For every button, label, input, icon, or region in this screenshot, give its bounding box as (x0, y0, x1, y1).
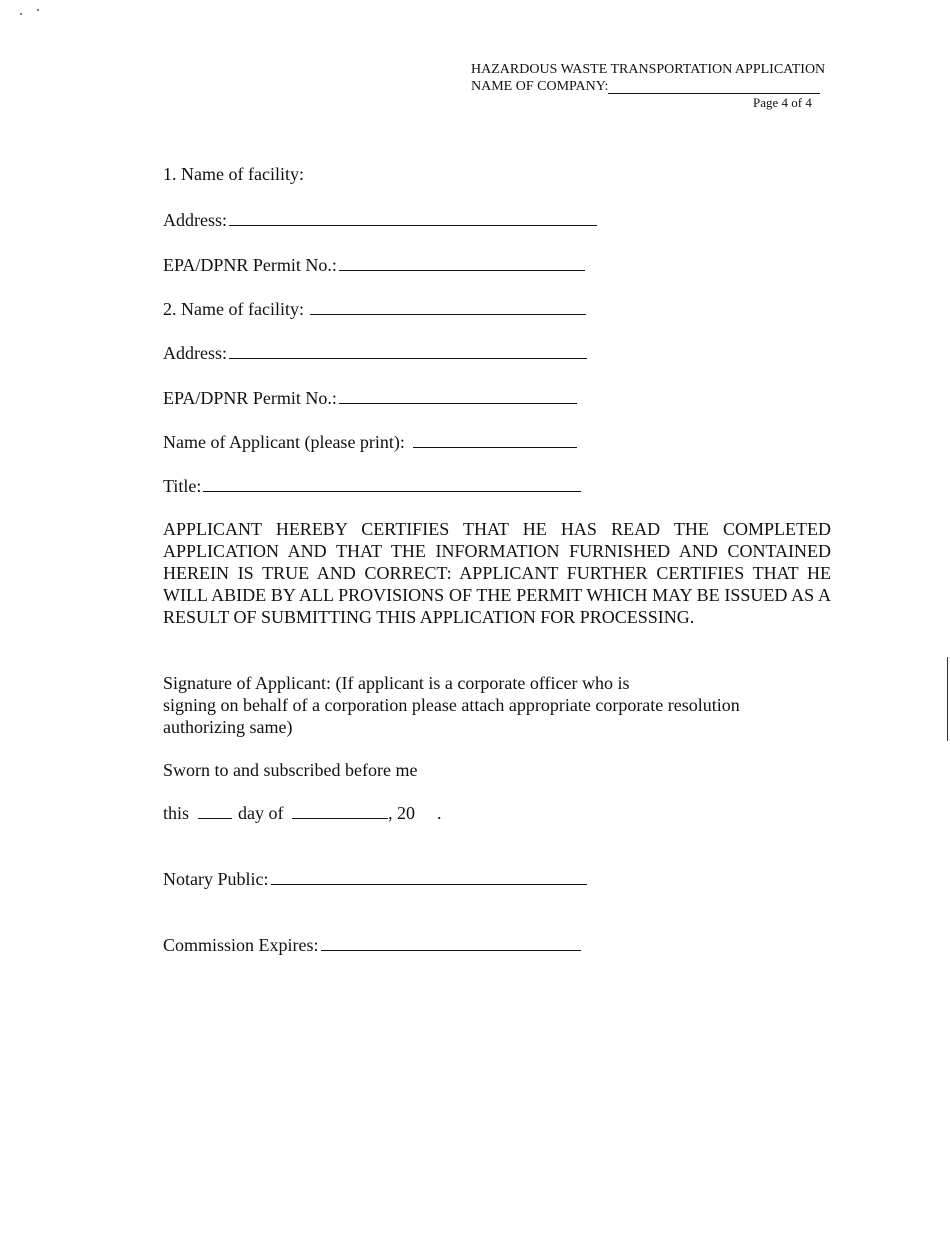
facility1-address-label: Address: (163, 210, 227, 230)
facility2-address-input-line[interactable] (229, 340, 587, 359)
scan-speck (37, 9, 39, 11)
certification-statement: APPLICANT HEREBY CERTIFIES THAT HE HAS READ THE COMPLETED APPLICATION AND THAT THE INFORMATION FURNISHED AND CONTAINED HEREIN IS TRUE AND CORRECT: APPLICANT FURTHER CERTIFIES THAT HE WILL ABIDE BY ALL PROVISIONS OF THE PERMIT WHICH MAY BE ISSUED AS A RESULT OF SUBMITTING THIS APPLICATION FOR PROCESSING. (163, 519, 831, 627)
notary-input-line[interactable] (271, 868, 587, 885)
scan-edge-mark (947, 657, 948, 741)
facility1-address-field (163, 207, 597, 231)
sworn-statement: Sworn to and subscribed before me (163, 760, 418, 780)
signature-line-3: authorizing same) (163, 717, 293, 737)
signature-line-2: signing on behalf of a corporation please attach appropriate corporate resolution (163, 695, 740, 715)
page-number: Page 4 of 4 (753, 95, 812, 110)
scan-speck (20, 13, 22, 15)
facility2-address-label: Address: (163, 343, 227, 363)
day-input-line[interactable] (198, 802, 232, 819)
facility2-permit-field (163, 385, 577, 409)
facility1-address-input-line[interactable] (229, 207, 597, 226)
commission-field (163, 934, 581, 956)
title-label: Title: (163, 476, 202, 496)
date-end: . (437, 803, 442, 823)
facility1-permit-label: EPA/DPNR Permit No.: (163, 255, 337, 275)
title-input-line[interactable] (203, 473, 581, 492)
notary-label: Notary Public: (163, 869, 269, 889)
applicant-name-field (163, 429, 577, 453)
notary-field (163, 868, 587, 890)
facility1-permit-field (163, 252, 585, 276)
facility2-name-label: 2. Name of facility: (163, 299, 304, 319)
document-header (471, 61, 825, 95)
facility1-permit-input-line[interactable] (339, 252, 585, 271)
company-name-input-line[interactable] (608, 93, 820, 94)
commission-input-line[interactable] (321, 934, 581, 951)
month-input-line[interactable] (292, 802, 388, 819)
applicant-name-label: Name of Applicant (please print): (163, 432, 405, 452)
date-this-label: this (163, 803, 190, 823)
commission-label: Commission Expires: (163, 935, 319, 955)
facility1-name-field (163, 163, 304, 185)
date-year-prefix: , 20 (388, 803, 415, 823)
date-day-of-label: day of (238, 803, 284, 823)
facility2-address-field (163, 340, 587, 364)
facility2-name-input-line[interactable] (310, 296, 586, 315)
signature-line-1: Signature of Applicant: (If applicant is a corporate officer who is (163, 673, 630, 693)
facility2-permit-input-line[interactable] (339, 385, 577, 404)
applicant-name-input-line[interactable] (413, 429, 577, 448)
header-title: HAZARDOUS WASTE TRANSPORTATION APPLICATION (471, 62, 826, 77)
facility1-name-label: 1. Name of facility: (163, 164, 304, 184)
facility2-permit-label: EPA/DPNR Permit No.: (163, 388, 337, 408)
facility2-name-field (163, 296, 586, 320)
date-line (163, 802, 442, 824)
signature-instructions (163, 672, 803, 738)
company-name-label: NAME OF COMPANY: (471, 79, 609, 94)
title-field (163, 473, 581, 497)
